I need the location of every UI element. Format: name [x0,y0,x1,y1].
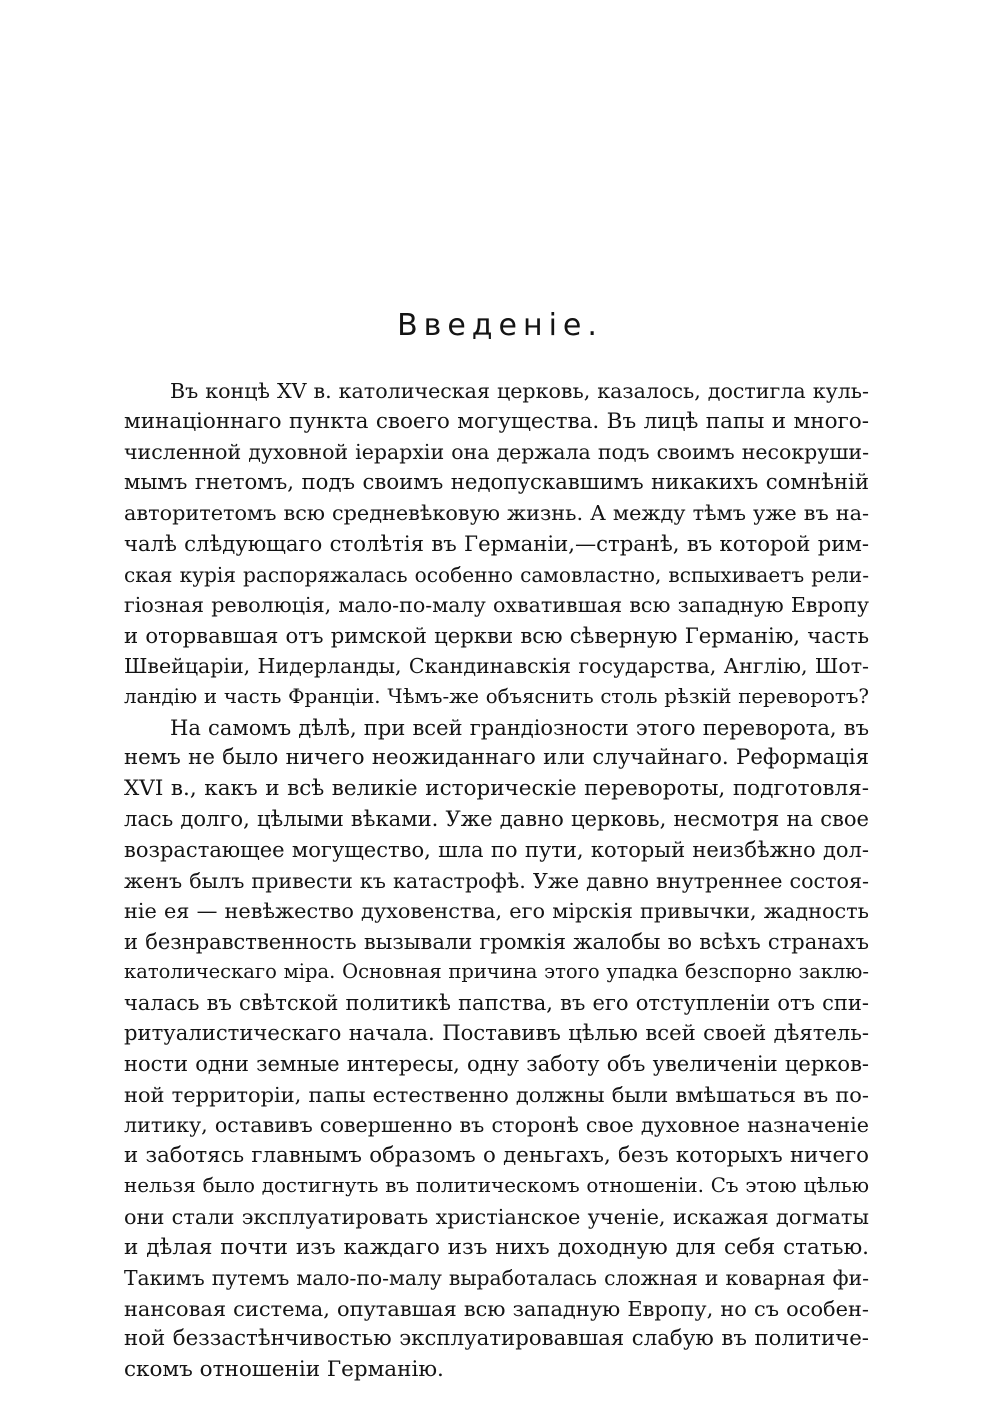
text-line: Швейцарiи, Нидерланды, Скандинавскiя государства, Англiю, Шот- [124,654,869,679]
text-line: минацiоннаго пункта своего могущества. Въ лицѣ папы и много- [124,408,869,434]
text-line: На самомъ дѣлѣ, при всей грандiозности этого переворота, въ [170,714,869,740]
text-line: католическаго мiра. Основная причина этого упадка безспорно заклю- [124,960,869,984]
text-line: и оторвавшая отъ римской церкви всю сѣверную Германiю, часть [124,622,869,648]
text-line: ной беззастѣнчивостью эксплуатировавшая слабую въ политиче- [124,1326,869,1352]
text-line: гiозная революцiя, мало-по-малу охватившая всю западную Европу [124,593,869,618]
text-line: чалѣ слѣдующаго столѣтiя въ Германiи,—странѣ, въ которой рим- [124,530,869,556]
text-line: женъ былъ привести къ катастрофѣ. Уже давно внутреннее состоя- [124,868,869,893]
text-line: нельзя было достигнуть въ политическомъ отношенiи. Съ этою цѣлью [124,1174,869,1198]
text-line: нансовая система, опутавшая всю западную Европу, но съ особен- [124,1296,869,1321]
text-line: ландiю и часть Францiи. Чѣмъ-же объяснить столь рѣзкiй переворотъ? [124,684,869,708]
text-line: Въ концѣ XV в. католическая церковь, казалось, достигла куль- [170,379,869,403]
text-line: численной духовной iерархiи она держала подъ своимъ несокруши- [124,440,869,465]
text-line: скомъ отношенiи Германiю. [124,1357,444,1382]
text-line: авторитетомъ всю средневѣковую жизнь. А между тѣмъ уже въ на- [124,501,869,526]
text-line: немъ не было ничего неожиданнаго или случайнаго. Реформацiя [124,745,869,771]
chapter-title: Введенiе. [397,308,603,343]
text-line: мымъ гнетомъ, подъ своимъ недопускавшимъ никакихъ сомнѣнiй [124,469,869,495]
text-line: Такимъ путемъ мало-по-малу выработалась сложная и коварная фи- [124,1266,869,1291]
text-line: ритуалистическаго начала. Поставивъ цѣлью всей своей дѣятель- [124,1020,869,1046]
text-line: ности одни земные интересы, одну заботу объ увеличенiи церков- [124,1051,869,1077]
text-line: и дѣлая почти изъ каждаго изъ нихъ доходную для себя статью. [124,1234,869,1260]
text-line: ной территорiи, папы естественно должны были вмѣшаться въ по- [124,1082,869,1107]
text-line: они стали эксплуатировать христiанское ученiе, искажая догматы [124,1205,869,1230]
text-line: и безнравственность вызывали громкiя жалобы во всѣхъ странахъ [124,929,869,954]
text-line: литику, оставивъ совершенно въ сторонѣ свое духовное назначенiе [124,1113,869,1138]
text-line: XVI в., какъ и всѣ великiе историческiе перевороты, подготовля- [124,775,869,801]
text-line: нiе ея — невѣжество духовенства, его мiрскiя привычки, жадность [124,899,869,924]
text-line: возрастающее могущество, шла по пути, который неизбѣжно дол- [124,836,869,862]
text-line: лась долго, цѣлыми вѣками. Уже давно церковь, несмотря на свое [124,806,869,832]
text-line: ская курiя распоряжалась особенно самовластно, вспыхиваетъ рели- [124,562,869,587]
text-line: и заботясь главнымъ образомъ о деньгахъ, безъ которыхъ ничего [124,1142,869,1168]
text-line: чалась въ свѣтской политикѣ папства, въ его отступленiи отъ спи- [124,989,869,1015]
body-text [124,376,869,1386]
